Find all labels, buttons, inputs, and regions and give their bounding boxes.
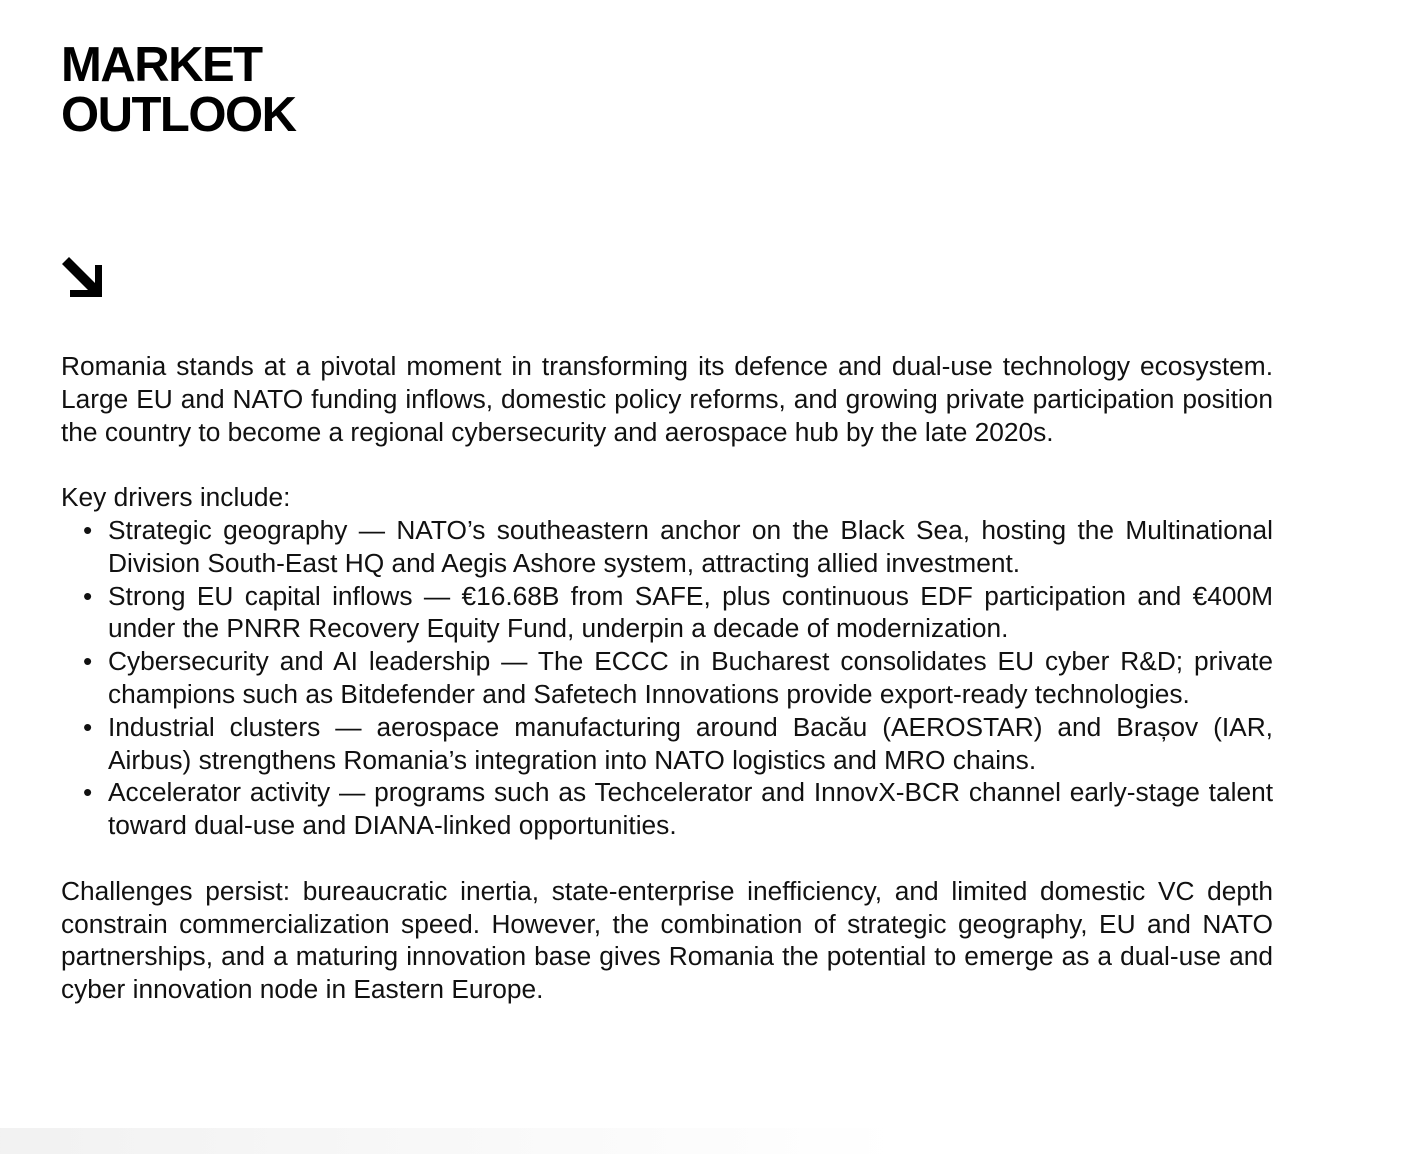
bullet-icon: • xyxy=(83,580,93,611)
bullet-icon: • xyxy=(83,711,93,742)
drivers-list xyxy=(61,514,1273,842)
bullet-icon: • xyxy=(83,646,93,677)
arrow-down-right-icon xyxy=(61,256,103,298)
page-title xyxy=(61,40,1273,140)
list-item-text: Industrial clusters — aerospace manufacturing around Bacău (AEROSTAR) and Brașov (IAR, Airbus) strengthens Romania’s integration into NATO logistics and MRO chains. xyxy=(108,711,1273,775)
list-item-text: Strong EU capital inflows — €16.68B from SAFE, plus continuous EDF participation and €400M under the PNRR Recovery Equity Fund, underpin a decade of modernization. xyxy=(108,580,1273,644)
list-item xyxy=(61,776,1273,842)
paragraph-spacer xyxy=(61,448,1273,481)
list-item-text: Strategic geography — NATO’s southeastern anchor on the Black Sea, hosting the Multinational Division South-East HQ and Aegis Ashore system, attracting allied investment. xyxy=(108,514,1273,578)
list-item xyxy=(61,514,1273,580)
list-item xyxy=(61,645,1273,711)
document-page xyxy=(61,38,1273,1005)
intro-paragraph: Romania stands at a pivotal moment in transforming its defence and dual-use technology ecosystem. Large EU and NATO funding inflows, domestic policy reforms, and growing private participation position the country to become a regional cybersecurity and aerospace hub by the late 2020s. xyxy=(61,351,1273,447)
page-edge-shadow xyxy=(0,1128,900,1154)
page-title-line-1: MARKET xyxy=(61,38,262,92)
paragraph-spacer xyxy=(61,842,1273,875)
closing-paragraph: Challenges persist: bureaucratic inertia, state-enterprise inefficiency, and limited domestic VC depth constrain commercialization speed. However, the combination of strategic geography, EU and NATO partnerships, and a maturing innovation base gives Romania the potential to emerge as a dual-use and cyber innovation node in Eastern Europe. xyxy=(61,875,1273,1005)
list-item-text: Accelerator activity — programs such as Techcelerator and InnovX-BCR channel early-stage talent toward dual-use and DIANA-linked opportunities. xyxy=(108,777,1273,841)
list-item xyxy=(61,580,1273,646)
bullet-icon: • xyxy=(83,777,93,808)
page-title-line-2: OUTLOOK xyxy=(61,88,296,142)
drivers-intro: Key drivers include: xyxy=(61,482,291,513)
body-content xyxy=(61,350,1273,1006)
list-item xyxy=(61,711,1273,777)
bullet-icon: • xyxy=(83,514,93,545)
list-item-text: Cybersecurity and AI leadership — The ECCC in Bucharest consolidates EU cyber R&D; private champions such as Bitdefender and Safetech Innovations provide export-ready technologies. xyxy=(108,646,1273,709)
